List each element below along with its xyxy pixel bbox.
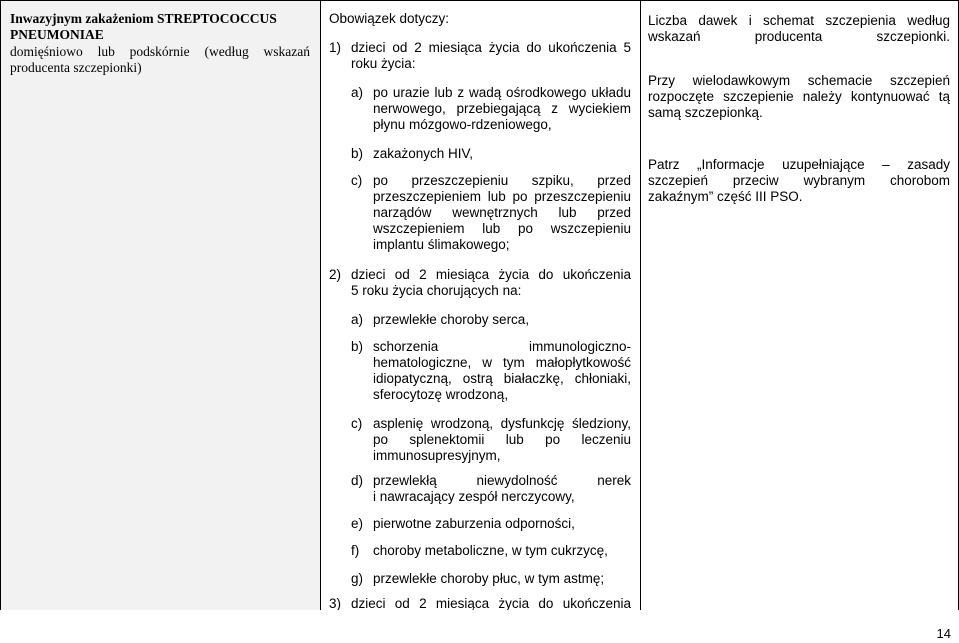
- item-label: e): [351, 516, 364, 531]
- item-line: hematologiczne, w tym małopłytkowość: [373, 355, 631, 370]
- item-line: narządów wewnętrznych lub przed: [373, 205, 631, 220]
- item-line: przeszczepieniem lub po przeszczepieniu: [373, 189, 631, 204]
- reference-paragraph: [648, 157, 950, 205]
- item-label: 2): [329, 267, 342, 282]
- item-line: schorzenia immunologiczno-: [373, 339, 631, 354]
- item-line: choroby metaboliczne, w tym cukrzycę,: [373, 543, 608, 558]
- disease-column: [0, 0, 321, 610]
- item-label: a): [351, 312, 364, 327]
- item-line: dzieci od 2 miesiąca życia do ukończenia: [351, 596, 631, 610]
- item-line: wszczepieniem lub po wszczepieniu: [373, 221, 631, 236]
- disease-title-line: PNEUMONIAE: [10, 27, 104, 42]
- note-line: szczepień przeciw wybranym chorobom: [648, 173, 950, 188]
- route-line: domięśniowo lub podskórnie (według wskazań: [10, 44, 310, 59]
- item-line: i nawracający zespół nerczycowy,: [373, 489, 575, 504]
- item-label: f): [351, 543, 360, 558]
- multidose-paragraph: [648, 73, 950, 121]
- item-line: implantu ślimakowego;: [373, 237, 510, 252]
- note-line: Przy wielodawkowym schemacie szczepień: [648, 73, 950, 88]
- route-line: producenta szczepionki): [10, 60, 142, 75]
- note-line: Patrz „Informacje uzupełniające – zasady: [648, 157, 950, 172]
- item-line: asplenię wrodzoną, dysfunkcję śledziony,: [373, 416, 631, 431]
- item-line: zakażonych HIV,: [373, 146, 474, 161]
- item-label: g): [351, 571, 364, 586]
- item-line: przewlekłą niewydolność nerek: [373, 473, 631, 488]
- note-line: rozpoczęte szczepienie należy kontynuować tą: [648, 89, 950, 104]
- item-label: d): [351, 473, 364, 488]
- note-line: wskazań producenta szczepionki.: [648, 29, 950, 44]
- item-label: c): [351, 416, 363, 431]
- dosage-paragraph: [648, 13, 950, 45]
- item-line: sferocytozę wrodzoną,: [373, 387, 509, 402]
- note-line: Liczba dawek i schemat szczepienia według: [648, 13, 950, 28]
- item-line: dzieci od 2 miesiąca życia do ukończenia 5: [351, 40, 631, 55]
- disease-title: [10, 11, 310, 43]
- item-line: dzieci od 2 miesiąca życia do ukończenia: [351, 267, 631, 282]
- item-line: przewlekłe choroby serca,: [373, 312, 530, 327]
- item-line: po splenektomii lub po leczeniu: [373, 432, 631, 447]
- notes-column: [641, 0, 959, 610]
- item-label: 3): [329, 596, 342, 610]
- obligation-header: Obowiązek dotyczy:: [329, 11, 450, 26]
- item-line: po urazie lub z wadą ośrodkowego układu: [373, 85, 631, 100]
- item-line: idiopatyczną, ostrą białaczkę, chłoniaki,: [373, 371, 631, 386]
- item-line: przewlekłe choroby płuc, w tym astmę;: [373, 571, 605, 586]
- item-line: pierwotne zaburzenia odporności,: [373, 516, 575, 531]
- item-line: po przeszczepieniu szpiku, przed: [373, 173, 631, 188]
- item-label: c): [351, 173, 363, 188]
- page-number: 14: [936, 626, 951, 641]
- item-label: b): [351, 339, 364, 354]
- note-line: zakaźnym” część III PSO.: [648, 189, 803, 204]
- note-line: samą szczepionką.: [648, 105, 763, 120]
- item-line: płynu mózgowo-rdzeniowego,: [373, 117, 552, 132]
- obligation-column: [321, 0, 641, 610]
- item-line: 5 roku życia chorujących na:: [351, 283, 522, 298]
- item-line: roku życia:: [351, 56, 416, 71]
- item-line: immunosupresyjnym,: [373, 448, 501, 463]
- item-label: b): [351, 146, 364, 161]
- item-label: 1): [329, 40, 342, 55]
- item-line: nerwowego, przebiegającą z wyciekiem: [373, 101, 631, 116]
- disease-title-line: Inwazyjnym zakażeniom STREPTOCOCCUS: [10, 11, 277, 26]
- administration-route: [10, 44, 310, 76]
- item-label: a): [351, 85, 364, 100]
